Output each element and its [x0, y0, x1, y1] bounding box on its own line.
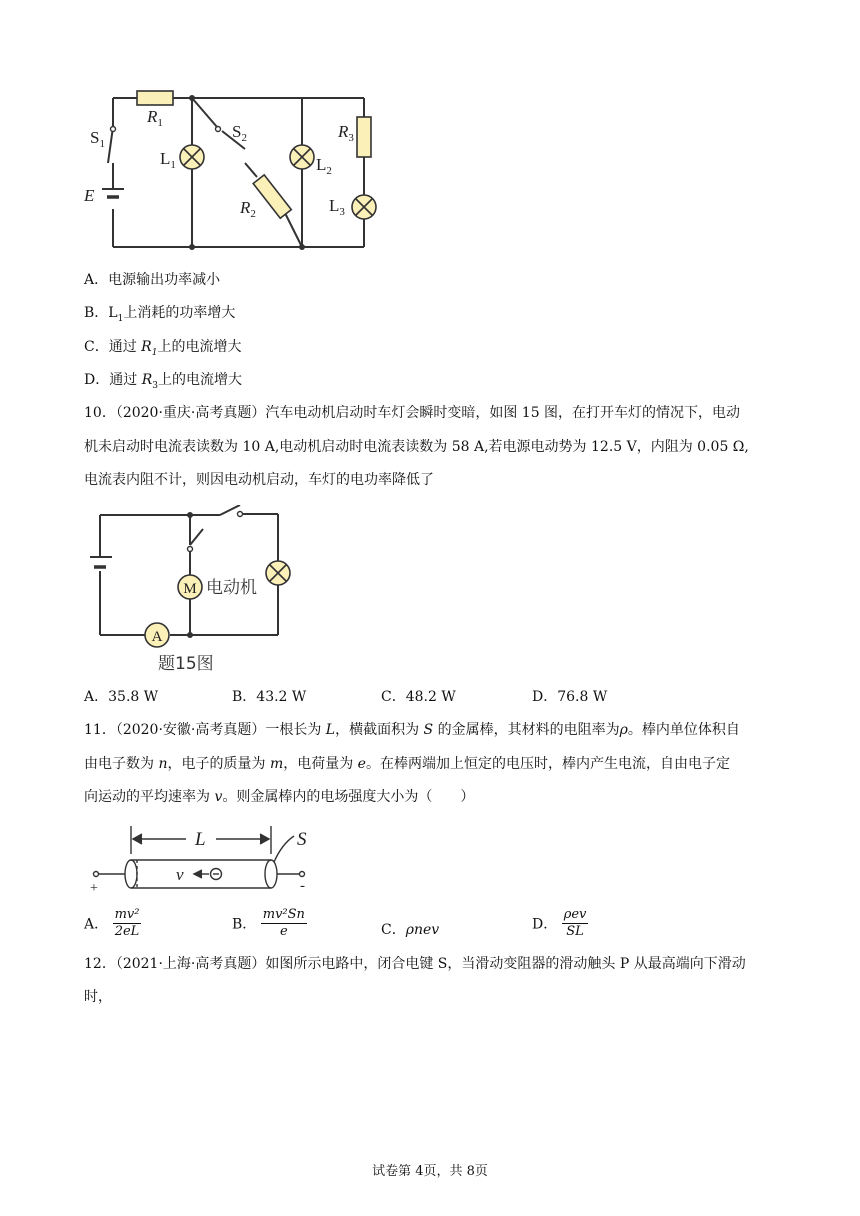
battery-icon	[90, 557, 112, 567]
q9-option-b: B．$L_1$上消耗的功率增大	[84, 305, 236, 324]
circuit-diagram-q9	[80, 85, 390, 255]
q10-option-c: C．48.2 W	[381, 689, 456, 705]
label-l3: $L_3$	[329, 196, 345, 218]
lamp-l1-icon	[180, 145, 204, 169]
q11-option-d: D． $\frac{\text{ρev}}{SL}$	[532, 907, 587, 939]
rod-area-label: S	[297, 829, 307, 850]
lamp-l2-icon	[290, 145, 314, 169]
q9-option-c: C．通过 $R_1$上的电流增大	[84, 339, 242, 358]
q11-option-c: C．ρnev	[381, 922, 440, 938]
q11-option-a: A． $\frac{\text{mv²}}{2eL}$	[84, 907, 140, 939]
resistor-r1	[137, 91, 173, 105]
circuit-diagram-q10	[90, 505, 300, 675]
label-l1: $L_1$	[160, 149, 176, 171]
label-e: E	[84, 186, 95, 205]
q12-line1: 12．（2021·上海·高考真题）如图所示电路中，闭合电键 S，当滑动变阻器的滑动触头 P 从最高端向下滑动	[84, 956, 746, 972]
lamp-l3-icon	[352, 195, 376, 219]
battery-icon	[102, 189, 124, 197]
label-r3: $R_3$	[338, 122, 354, 144]
ammeter-icon	[145, 623, 169, 647]
label-s2: $S_2$	[232, 122, 247, 144]
q10-line2: 机未启动时电流表读数为 10 A,电动机启动时电流表读数为 58 A,若电源电动势为 12.5 V，内阻为 0.05 Ω,	[84, 439, 749, 455]
q10-line1: 10．（2020·重庆·高考真题）汽车电动机启动时车灯会瞬时变暗，如图 15 图，在打开车灯的情况下，电动	[84, 405, 741, 421]
figure-caption: 题15图	[158, 654, 214, 674]
q10-option-b: B．43.2 W	[232, 689, 307, 705]
label-s1: $S_1$	[90, 128, 105, 150]
label-r1: $R_1$	[147, 107, 163, 129]
q11-line1: 11．（2020·安徽·高考真题）一根长为 L，横截面积为 S 的金属棒，其材料的电阻率为ρ。棒内单位体积自	[84, 722, 740, 738]
svg-text:A: A	[151, 629, 163, 645]
q9-option-d: D．通过 $R_3$上的电流增大	[84, 372, 242, 391]
q11-line2: 由电子数为 n，电子的质量为 m，电荷量为 e。在棒两端加上恒定的电压时，棒内产生电流，自由电子定	[84, 756, 730, 772]
label-l2: $L_2$	[316, 155, 332, 177]
q11-line3: 向运动的平均速率为 v。则金属棒内的电场强度大小为（ ）	[84, 789, 475, 805]
plus-terminal-label: +	[90, 881, 98, 896]
rod-length-label: L	[195, 829, 206, 850]
metal-rod-diagram	[86, 822, 326, 897]
resistor-r2	[253, 175, 291, 218]
resistor-r3	[357, 117, 371, 157]
q10-option-a: A．35.8 W	[84, 689, 159, 705]
q10-option-d: D．76.8 W	[532, 689, 608, 705]
lamp-icon	[266, 561, 290, 585]
q11-option-b: B． $\frac{\text{mv²Sn}}{e}$	[232, 907, 305, 939]
svg-text:M: M	[183, 581, 197, 597]
rod-velocity-label: v	[176, 865, 184, 884]
q12-line2: 时，	[84, 989, 112, 1005]
minus-terminal-label: -	[300, 878, 305, 894]
motor-icon	[178, 575, 202, 599]
page-footer: 试卷第 4页，共 8页	[372, 1164, 488, 1179]
label-r2: $R_2$	[240, 198, 256, 220]
q9-option-a: A．电源输出功率减小	[84, 272, 221, 288]
q10-line3: 电流表内阻不计，则因电动机启动，车灯的电功率降低了	[84, 472, 434, 488]
motor-label: 电动机	[206, 578, 257, 598]
